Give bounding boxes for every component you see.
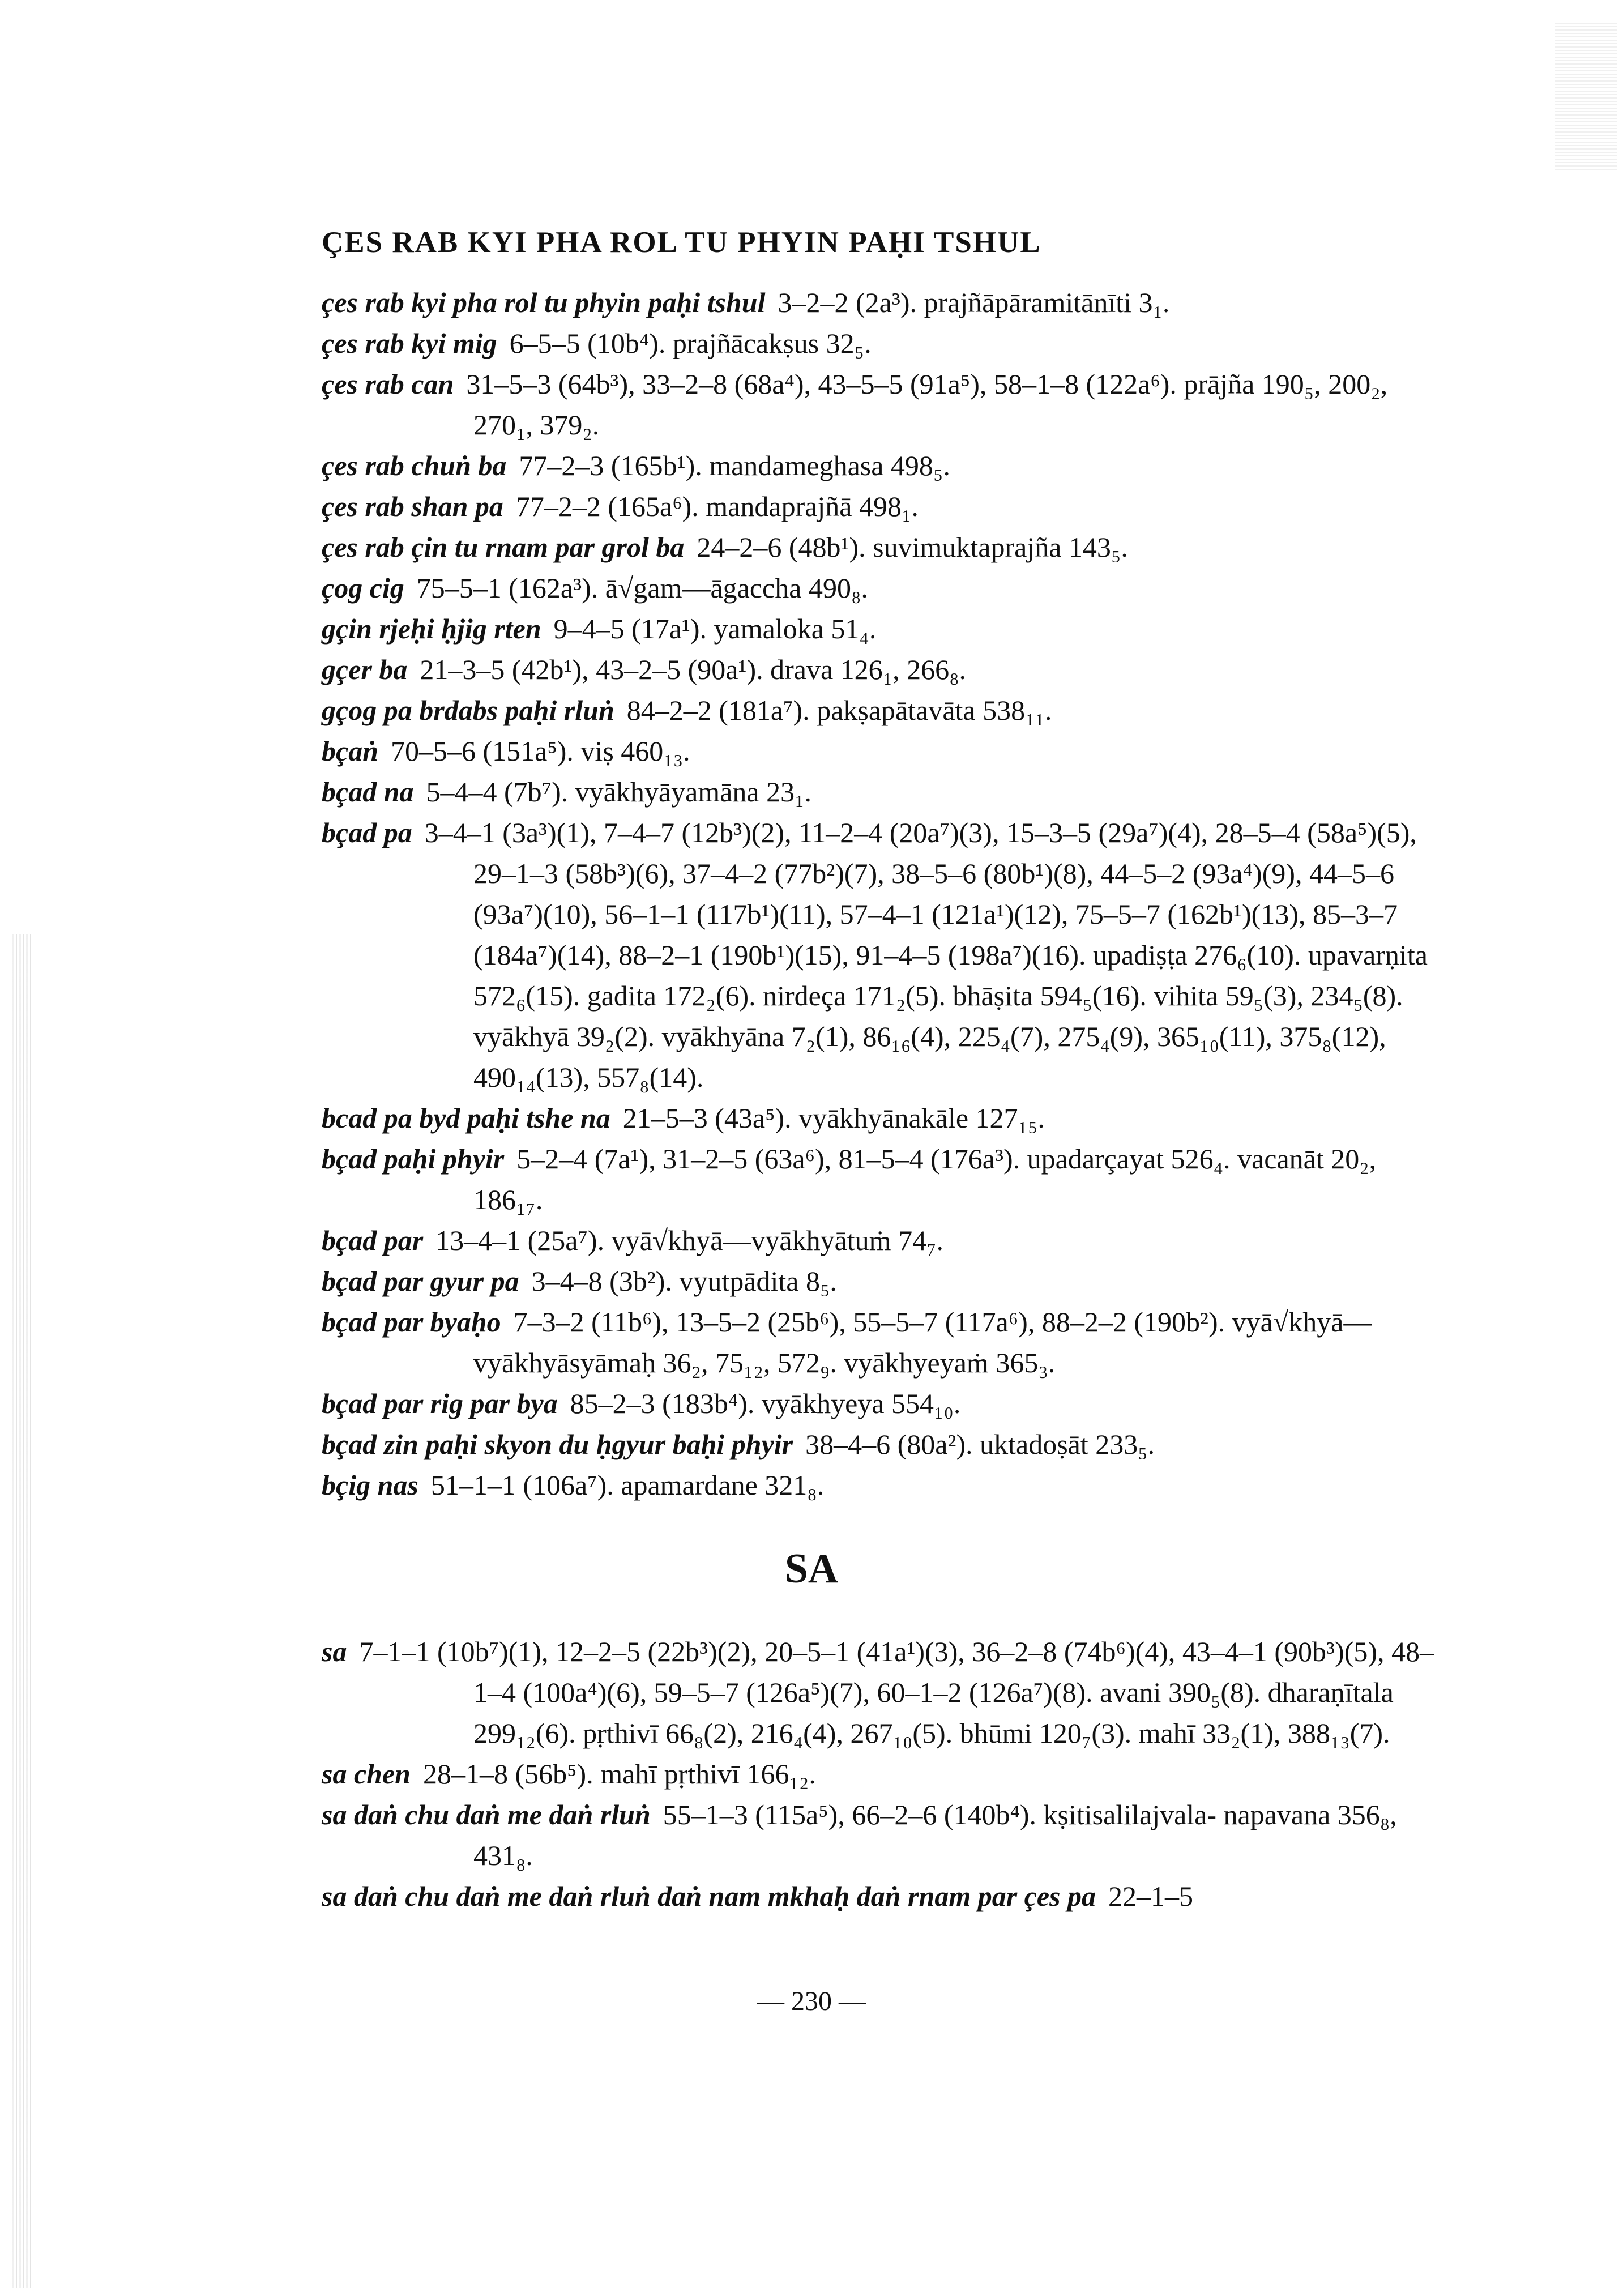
entry-references: 6–5–5 (10b⁴). prajñācakṣus 32₅.	[509, 327, 872, 359]
dictionary-entry	[322, 771, 1449, 812]
entry-headword: gçer ba	[322, 654, 408, 685]
entry-references: 13–4–1 (25a⁷). vyā√khyā—vyākhyātuṁ 74₇.	[435, 1224, 944, 1256]
entry-headword: çes rab shan pa	[322, 490, 503, 522]
entry-headword: çes rab chuṅ ba	[322, 450, 507, 481]
entry-references: 77–2–2 (165a⁶). mandaprajñā 498₁.	[515, 490, 919, 522]
dictionary-entry	[322, 282, 1449, 323]
dictionary-entry	[322, 323, 1449, 364]
entry-headword: bçad par byaḥo	[322, 1306, 501, 1338]
dictionary-entry	[322, 486, 1449, 527]
dictionary-entry	[322, 1220, 1449, 1261]
dictionary-entry	[322, 445, 1449, 486]
dictionary-entry	[322, 567, 1449, 608]
entry-references: 3–4–8 (3b²). vyutpādita 8₅.	[531, 1265, 837, 1297]
entry-headword: çes rab can	[322, 368, 454, 400]
page-number: — 230 —	[757, 1986, 866, 2016]
scan-binding-edge	[12, 934, 32, 2288]
entry-references: 31–5–3 (64b³), 33–2–8 (68a⁴), 43–5–5 (91a⁵), 58–1–8 (122a⁶). prājña 190₅, 200₂, 270₁, 379₂.	[466, 368, 1388, 441]
entry-headword: sa daṅ chu daṅ me daṅ rluṅ daṅ nam mkhaḥ daṅ rnam par çes pa	[322, 1880, 1096, 1912]
dictionary-entry	[322, 1794, 1449, 1876]
dictionary-entry	[322, 1876, 1449, 1917]
entry-references: 5–4–4 (7b⁷). vyākhyāyamāna 23₁.	[426, 776, 812, 808]
entry-headword: gçin rjeḥi ḥjig rten	[322, 613, 541, 645]
dictionary-entry	[322, 1753, 1449, 1794]
dictionary-entry	[322, 1138, 1449, 1220]
entry-headword: bcad pa byd paḥi tshe na	[322, 1102, 610, 1134]
entry-headword: çes rab çin tu rnam par grol ba	[322, 531, 685, 563]
entry-references: 3–2–2 (2a³). prajñāpāramitānīti 3₁.	[778, 287, 1170, 318]
entry-references: 3–4–1 (3a³)(1), 7–4–7 (12b³)(2), 11–2–4 (20a⁷)(3), 15–3–5 (29a⁷)(4), 28–5–4 (58a⁵)(5), 29–1–3 (58b³)(6), 37–4–2 (77b²)(7), 38–5–6 (80b¹)(8), 44–5–2 (93a⁴)(9), 44–5–6 (93a⁷)(10), 56–1–1 (117b¹)(11), 57–4–1 (121a¹)(12), 75–5–7 (162b¹)(13), 85–3–7 (184a⁷)(14), 88–2–1 (190b¹)(15), 91–4–5 (198a⁷)(16). upadiṣṭa 276₆(10). upavarṇita 572₆(15). gadita 172₂(6). nirdeça 171₂(5). bhāṣita 594₅(16). vihita 59₅(3), 234₅(8). vyākhyā 39₂(2). vyākhyāna 7₂(1), 86₁₆(4), 225₄(7), 275₄(9), 365₁₀(11), 375₈(12), 490₁₄(13), 557₈(14).	[424, 817, 1428, 1093]
entry-references: 84–2–2 (181a⁷). pakṣapātavāta 538₁₁.	[626, 694, 1052, 726]
entry-references: 85–2–3 (183b⁴). vyākhyeya 554₁₀.	[570, 1388, 961, 1419]
dictionary-entry	[322, 364, 1449, 445]
entry-references: 77–2–3 (165b¹). mandameghasa 498₅.	[519, 450, 950, 481]
dictionary-entry	[322, 1383, 1449, 1424]
entry-references: 7–3–2 (11b⁶), 13–5–2 (25b⁶), 55–5–7 (117a⁶), 88–2–2 (190b²). vyā√khyā—vyākhyāsyāmaḥ 36₂, 75₁₂, 572₉. vyākhyeyaṁ 365₃.	[473, 1306, 1372, 1379]
entry-headword: bçad par	[322, 1224, 424, 1256]
entry-headword: bçad par rig par bya	[322, 1388, 558, 1419]
dictionary-entry	[322, 731, 1449, 771]
entry-references: 21–3–5 (42b¹), 43–2–5 (90a¹). drava 126₁, 266₈.	[420, 654, 967, 685]
dictionary-entries-sa	[322, 1631, 1449, 1917]
entry-headword: bçad na	[322, 776, 414, 808]
entry-references: 21–5–3 (43a⁵). vyākhyānakāle 127₁₅.	[622, 1102, 1045, 1134]
entry-headword: çes rab kyi mig	[322, 327, 497, 359]
dictionary-entry	[322, 608, 1449, 649]
entry-references: 70–5–6 (151a⁵). viṣ 460₁₃.	[391, 735, 690, 767]
entry-references: 7–1–1 (10b⁷)(1), 12–2–5 (22b³)(2), 20–5–1 (41a¹)(3), 36–2–8 (74b⁶)(4), 43–4–1 (90b³)(5), 48–1–4 (100a⁴)(6), 59–5–7 (126a⁵)(7), 60–1–2 (126a⁷)(8). avani 390₅(8). dharaṇītala 299₁₂(6). pṛthivī 66₈(2), 216₄(4), 267₁₀(5). bhūmi 120₇(3). mahī 33₂(1), 388₁₃(7).	[359, 1636, 1434, 1749]
entry-references: 5–2–4 (7a¹), 31–2–5 (63a⁶), 81–5–4 (176a³). upadarçayat 526₄. vacanāt 20₂, 186₁₇.	[473, 1143, 1377, 1215]
dictionary-entry	[322, 1301, 1449, 1383]
entry-headword: sa	[322, 1636, 347, 1667]
entry-headword: çog cig	[322, 572, 404, 604]
entry-references: 24–2–6 (48b¹). suvimuktaprajña 143₅.	[697, 531, 1128, 563]
running-head: ÇES RAB KYI PHA ROL TU PHYIN PAḤI TSHUL	[322, 226, 1041, 259]
entry-headword: bçad par gyur pa	[322, 1265, 519, 1297]
entry-headword: çes rab kyi pha rol tu phyin paḥi tshul	[322, 287, 766, 318]
dictionary-entry	[322, 1098, 1449, 1138]
entry-headword: sa daṅ chu daṅ me daṅ rluṅ	[322, 1799, 651, 1830]
entry-references: 28–1–8 (56b⁵). mahī pṛthivī 166₁₂.	[422, 1758, 816, 1790]
dictionary-entry	[322, 1631, 1449, 1753]
dictionary-entry	[322, 1424, 1449, 1465]
dictionary-entry	[322, 812, 1449, 1098]
dictionary-entry	[322, 649, 1449, 690]
dictionary-entry	[322, 1465, 1449, 1505]
dictionary-entry	[322, 690, 1449, 731]
entry-references: 22–1–5	[1108, 1880, 1194, 1912]
entry-headword: bçig nas	[322, 1469, 418, 1501]
section-heading: SA	[784, 1546, 839, 1592]
entry-references: 75–5–1 (162a³). ā√gam—āgaccha 490₈.	[416, 572, 868, 604]
entry-references: 9–4–5 (17a¹). yamaloka 51₄.	[553, 613, 877, 645]
entry-references: 51–1–1 (106a⁷). apamardane 321₈.	[430, 1469, 825, 1501]
dictionary-entry	[322, 527, 1449, 567]
dictionary-entry	[322, 1261, 1449, 1301]
entry-references: 55–1–3 (115a⁵), 66–2–6 (140b⁴). kṣitisalilajvala- napavana 356₈, 431₈.	[473, 1799, 1397, 1871]
entry-headword: bçaṅ	[322, 735, 378, 767]
entry-headword: sa chen	[322, 1758, 411, 1790]
entry-references: 38–4–6 (80a²). uktadoṣāt 233₅.	[805, 1428, 1155, 1460]
entry-headword: bçad zin paḥi skyon du ḥgyur baḥi phyir	[322, 1428, 793, 1460]
entry-headword: bçad paḥi phyir	[322, 1143, 505, 1175]
entry-headword: gçog pa brdabs paḥi rluṅ	[322, 694, 614, 726]
scan-corner-artifact	[1555, 23, 1617, 170]
entry-headword: bçad pa	[322, 817, 412, 848]
dictionary-entries	[322, 282, 1449, 1505]
